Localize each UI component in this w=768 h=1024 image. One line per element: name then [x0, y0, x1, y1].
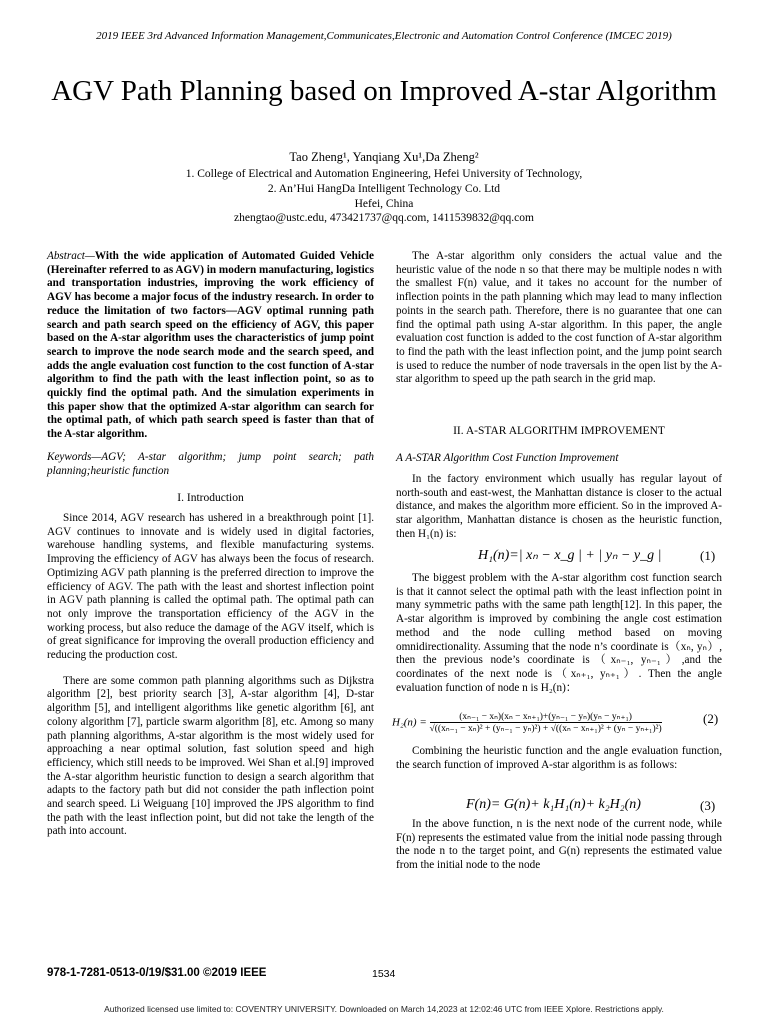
affiliation-2: 2. An’Hui HangDa Intelligent Technology Co. Ltd [267, 183, 501, 195]
intro-text [47, 512, 374, 839]
page-number: 1534 [372, 968, 396, 980]
section-heading-astar-improvement: II. A-STAR ALGORITHM IMPROVEMENT [453, 425, 665, 437]
equation-3: F(n)= G(n)+ k₁H₁(n)+ k₂H₂(n) [466, 797, 641, 812]
right-paragraph-2: In the factory environment which usually has regular layout of north-south and east-west, the Manhattan distance is closer to the actual distance, and makes the algorithm more efficient. So in the improved A-star algorithm, Manhattan distance is chosen as the heuristic function, then H₁(n) is: [396, 473, 722, 540]
conference-header: 2019 IEEE 3rd Advanced Information Management,Communicates,Electronic and Automation Control Conference (IMCEC 2019) [96, 30, 672, 42]
equation-2-number: (2) [703, 711, 719, 726]
license-notice: Authorized licensed use limited to: COVENTRY UNIVERSITY. Downloaded on March 14,2023 at 12:02:46 UTC from IEEE Xplore. Restrictions apply. [104, 1004, 664, 1014]
right-paragraph-5: In the above function, n is the next node of the current node, while F(n) represents the estimated value from the initial node passing through the node n to the target point, and G(n) represents the estimated value from the initial node to the node [396, 818, 722, 872]
abstract [47, 250, 374, 442]
section-heading-introduction: I. Introduction [177, 492, 244, 504]
right-paragraph-3: The biggest problem with the A-star algorithm cost function search is that it cannot select the optimal path with the least inflection point in many symmetric paths with the same path length[12]. In this paper, the A-star algorithm is improved by combining the angle cost estimation method and the node culling method based on moving omnidirectionality. Assuming that the node n’s coordinate is（xₙ, yₙ）, then the previous node’s coordinate is（xₙ₋₁, yₙ₋₁）,and the coordinates of the next node is（xₙ₊₁, yₙ₊₁）. Then the angle evaluation function of node n is H₂(n)： [396, 572, 722, 694]
author-list: Tao Zheng¹, Yanqiang Xu¹,Da Zheng² [289, 150, 479, 164]
equation-2 [392, 711, 732, 734]
right-paragraph-4: Combining the heuristic function and the angle evaluation function, the search function of improved A-star algorithm is as follows: [396, 745, 722, 771]
equation-2-denominator: √((xₙ₋₁ − xₙ)² + (yₙ₋₁ − yₙ)²) + √((xₙ − xₙ₊₁)² + (yₙ − yₙ₊₁)²) [429, 724, 662, 734]
keywords: Keywords—AGV; A-star algorithm; jump point search; path planning;heuristic function [47, 451, 374, 477]
right-paragraph-5-block [396, 818, 722, 873]
right-paragraph-3-block [396, 572, 722, 695]
subsection-heading-cost-function: A A-STAR Algorithm Cost Function Improvement [396, 452, 619, 464]
intro-paragraph-1: Since 2014, AGV research has ushered in a breakthrough point [1]. AGV continues to innovate and is widely used in digital factories, warehouse handling systems, and flexible manufacturing systems. Improving the efficiency of AGV has always been the focus of research. Optimizing AGV path planning is the preferred direction to improve the efficiency of AGV. The path with the least and shortest inflection point in AGV path planning is called the optimal path. The optimal path can not only improve the transportation efficiency of the AGV in the working process, but also reduce the damage of the AGV itself, which is of great significance for improving the overall production efficiency and reducing the production cost. [47, 512, 374, 662]
copyright-isbn: 978-1-7281-0513-0/19/$31.00 ©2019 IEEE [47, 967, 267, 979]
abstract-text: With the wide application of Automated Guided Vehicle (Hereinafter referred to as AGV) in modern manufacturing, logistics and transportation industries, improving the work efficiency of AGV has become a major focus of the industry research. In order to reduce the limitation of two factors—AGV optimal running path search and path search speed on the efficiency of AGV, this paper based on the A-star algorithm uses the characteristics of jump point search to improve the node search mode and the search speed, and adds the angle evaluation cost function to the cost function of A-star algorithm to find the path with the least inflection point, so as to quickly find the optimal path. And the simulation experiments in this paper show that the optimized A-star algorithm can search for the optimal path, of which path search speed is faster than that of the A-star algorithm. [47, 250, 374, 441]
equation-2-numerator: (xₙ₋₁ − xₙ)(xₙ − xₙ₊₁)+(yₙ₋₁ − yₙ)(yₙ − yₙ₊₁) [430, 711, 662, 723]
equation-2-fraction [430, 711, 662, 734]
right-column-top [396, 250, 722, 387]
equation-2-lhs: H₂(n) = [392, 716, 427, 729]
right-paragraph-1: The A-star algorithm only considers the actual value and the heuristic value of the node n so that there may be multiple nodes n with the smallest F(n) value, and it takes no account for the number of inflection points in the path planning which may lead to many inflection points in the search path. Therefore, there is no guarantee that one can find the optimal path using A-star algorithm. In this paper, the angle evaluation cost function is added to the cost function of A-star algorithm to find the path with the least inflection point, and the jump point search is used to reduce the number of node traversals in the open list by the A-star algorithm to speed up the path search in the grid map. [396, 250, 722, 386]
author-emails: zhengtao@ustc.edu, 473421737@qq.com, 1411539832@qq.com [234, 212, 534, 224]
right-paragraph-2-block [396, 473, 722, 542]
equation-3-number: (3) [700, 798, 716, 813]
equation-1: H₁(n)=| xₙ − x_g | + | yₙ − y_g | [478, 548, 662, 563]
intro-paragraph-2: There are some common path planning algorithms such as Dijkstra algorithm [2], best priority search [3], A-star algorithm [4], D-star algorithm [5], and intelligent algorithms like genetic algorithm [6], ant colony algorithm [7], particle swarm algorithm [8], etc. Among so many path planning algorithms, A-star algorithm is the most widely used for approaching a near optimal solution, fast solution speed and high efficiency, which still needs to be improved. Wei Shan et al.[9] improved the A-star algorithm heuristic function to design a search algorithm that adapts to the factory path but did not consider the path inflection point and search speed. Li Weiguang [10] improved the JPS algorithm to find the path with the least inflection point, but did not take the length of the path into account. [47, 674, 374, 838]
affiliation-1: 1. College of Electrical and Automation Engineering, Hefei University of Technology, [185, 168, 583, 180]
paper-title: AGV Path Planning based on Improved A-star Algorithm [51, 75, 717, 107]
right-paragraph-4-block [396, 745, 722, 772]
affiliation-location: Hefei, China [354, 198, 414, 210]
equation-1-number: (1) [700, 548, 716, 563]
abstract-label: Abstract— [47, 250, 95, 262]
